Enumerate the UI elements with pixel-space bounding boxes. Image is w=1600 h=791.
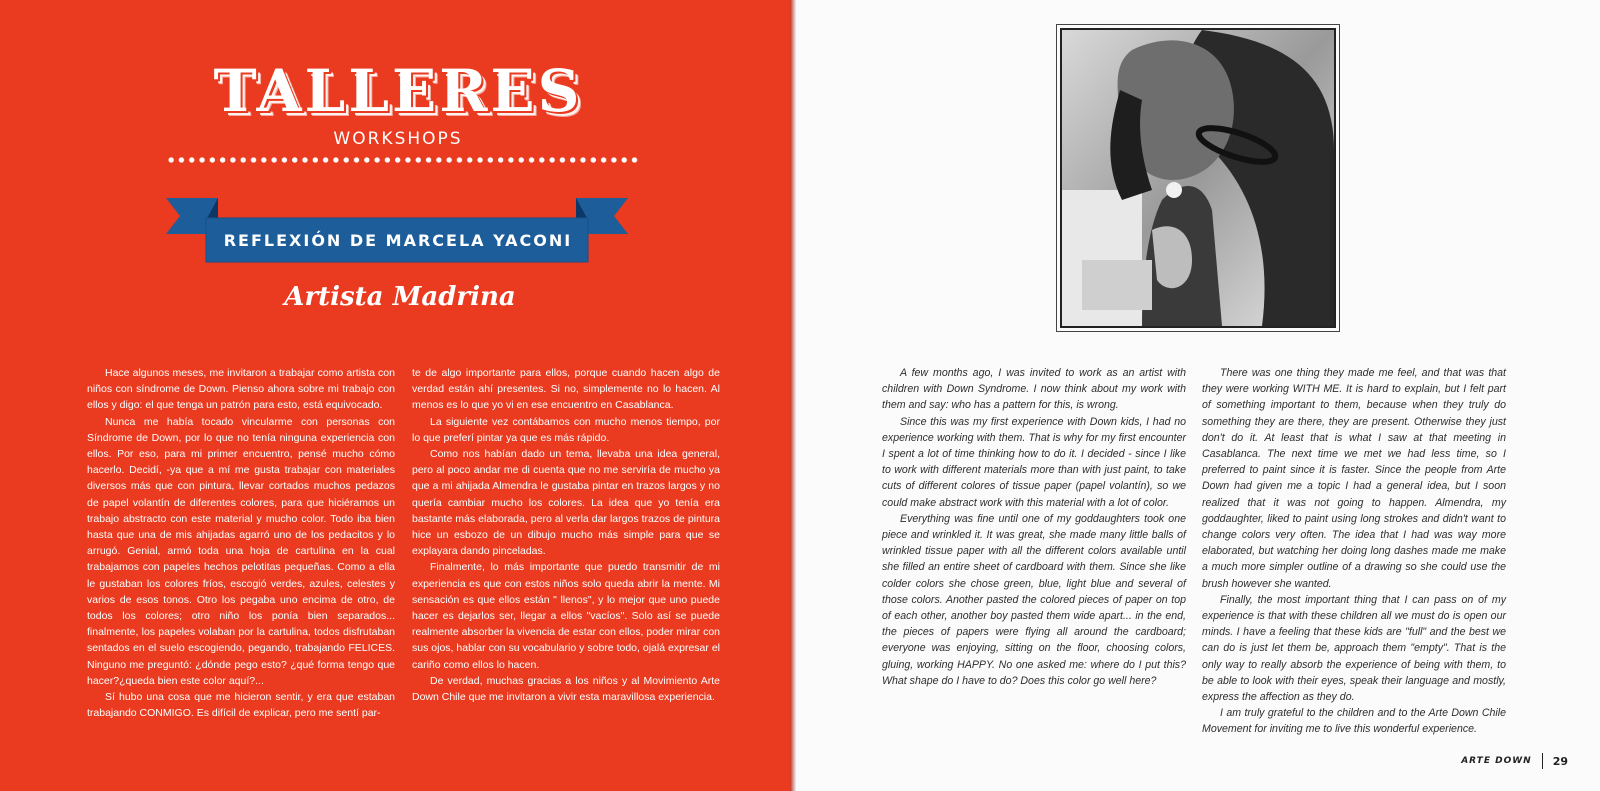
script-heading: Artista Madrina bbox=[284, 282, 516, 312]
right-page bbox=[796, 0, 1600, 791]
english-paragraph: There was one thing they made me feel, and that was that they were working WITH ME. It is hard to explain, but I felt part of something important to them, because when they truly do something they are there, they are present. Otherwise they just don't do it. At least that is what I saw at that meeting in Casablanca. The next time we met we had less time, so I preferred to paint since it is faster. Since the people from Arte Down had given me a topic I had a general idea, but I soon realized that it was not going to happen. Almendra, my goddaughter, liked to paint using long strokes and didn't want to change colors very often. The idea that I had was way more elaborated, but watching her doing long dashes made me make a much more simpler outline of a drawing so she could use the brush however she wanted. bbox=[1202, 367, 1506, 590]
english-column-1 bbox=[882, 365, 1186, 689]
page-title: TALLERES bbox=[213, 57, 583, 125]
english-paragraph: Everything was fine until one of my goddaughters took one piece and wrinkled it. It was great, she made many little balls of wrinkled tissue paper with all the different colors available until she filled an entire sheet of cardboard with them. Since she like colder colors she chose green, blue, light blue and several of those colors. Another pasted the colored pieces of paper on top of each other, another boy pasted them wide apart... in the end, the pieces of papers were flying all around the cardboard; everyone was enjoying, sitting on the floor, choosing colors, gluing, working HAPPY. No one asked me: where do I put this? What shape do I have to do? Does this color go well here? bbox=[882, 512, 1186, 687]
page-number: 29 bbox=[1552, 754, 1568, 768]
photo-icon bbox=[1060, 28, 1336, 328]
spanish-column-2 bbox=[412, 365, 720, 705]
spanish-paragraph: Finalmente, lo más importante que puedo transmitir de mi experiencia es que con estos niños solo queda abrir la mente. Mi sensación es que ellos están " llenos", y lo mejor que uno puede hacer es dejarlos ser, llegar a ellos "vacíos". Solo así se puede realmente absorber la vivencia de estar con ellos, poder mirar con sus ojos, hablar con su vocabulario y sobre todo, ojalá expresar el cariño como ellos lo hacen. bbox=[412, 561, 720, 671]
page-subtitle: WORKSHOPS bbox=[333, 129, 463, 149]
spanish-column-1 bbox=[87, 365, 395, 721]
spanish-paragraph: te de algo importante para ellos, porque cuando hacen algo de verdad están ahí presentes. Si no, simplemente no lo hacen. Al menos es lo que yo vi en ese encuentro en Casablanca. bbox=[412, 367, 720, 412]
spanish-paragraph: De verdad, muchas gracias a los niños y al Movimiento Arte Down Chile que me invitaron a vivir esta maravillosa experiencia. bbox=[412, 674, 720, 704]
spanish-paragraph: La siguiente vez contábamos con mucho menos tiempo, por lo que preferí pintar ya que es más rápido. bbox=[412, 415, 720, 444]
spanish-paragraph: Nunca me había tocado vincularme con personas con Síndrome de Down, por lo que no tenía ninguna experiencia con ellos. Por eso, para mi primer encuentro, pensé mucho cómo hacerlo. Decidí, -ya que a mí me gusta trabajar con materiales diversos más que con pintura, llevar cortados muchos pedazos de papel volantín de diferentes colores, para que hiciéramos un trabajo abstracto con este material y mucho color. Todo iba bien hasta que una de mis ahijadas agarró uno de los pedacitos y lo arrugó. Genial, armó toda una hoja de cartulina en la cual trabajamos con papeles hechos pelotitas pequeñas. Como a ella le gustaban los colores fríos, escogió verdes, azules, celestes y varios de esos tonos. Otro los pegaba uno encima de otro, de todos los colores; otro niño los ponía bien separados... finalmente, los papeles volaban por la cartulina, todos disfrutaban sentados en el suelo escogiendo, pegando, trabajando FELICES. Ninguno me preguntó: ¿dónde pego esto? ¿qué forma tengo que hacer?¿queda bien este color aquí?... bbox=[87, 415, 395, 687]
page-footer bbox=[1461, 753, 1568, 769]
english-paragraph: A few months ago, I was invited to work as an artist with children with Down Syndrome. I now think about my work with them and say: who has a pattern for this, is wrong. bbox=[882, 367, 1186, 412]
spanish-paragraph: Hace algunos meses, me invitaron a trabajar como artista con niños con síndrome de Down. Pienso ahora sobre mi trabajo con ellos y digo: el que tenga un patrón para esto, está equivocado. bbox=[87, 367, 395, 412]
english-column-2 bbox=[1202, 365, 1506, 738]
spanish-paragraph: Como nos habían dado un tema, llevaba una idea general, pero al poco andar me di cuenta que no me serviría de mucho ya que a mi ahijada Almendra le gustaba pintar en trazos largos y no quería cambiar mucho los colores. La idea que yo tenía era bastante más elaborada, pero al verla dar largos trazos de pintura hice un esbozo de un dibujo mucho más simple para que se explayara dando pinceladas. bbox=[412, 448, 720, 558]
left-page bbox=[0, 0, 796, 791]
english-paragraph: Since this was my first experience with Down kids, I had no experience working with them. That is why for my first encounter I spent a lot of time thinking how to do it. I decided - since I like to work with different materials more than with just paint, to take cuts of different colores of tissue paper (papel volantín), so we could make abstract work with this material with a lot of color. bbox=[882, 415, 1186, 509]
english-paragraph: I am truly grateful to the children and to the Arte Down Chile Movement for inviting me to live this wonderful experience. bbox=[1202, 707, 1506, 736]
ribbon-label: REFLEXIÓN DE MARCELA YACONI bbox=[223, 231, 573, 250]
english-paragraph: Finally, the most important thing that I can pass on of my experience is that with these children all we must do is open our minds. I have a feeling that these kids are "full" and the best we can do is just let them be, approach them "empty". That is the only way to really absorb the experience of being with them, to be able to look with their eyes, speak their language and mostly, express the affection as they do. bbox=[1202, 593, 1506, 704]
dotted-divider bbox=[166, 156, 638, 164]
footer-brand: ARTE DOWN bbox=[1461, 756, 1532, 766]
footer-divider bbox=[1542, 753, 1543, 769]
spanish-paragraph: Sí hubo una cosa que me hicieron sentir, y era que estaban trabajando CONMIGO. Es difícil de explicar, pero me sentí par- bbox=[87, 691, 395, 720]
